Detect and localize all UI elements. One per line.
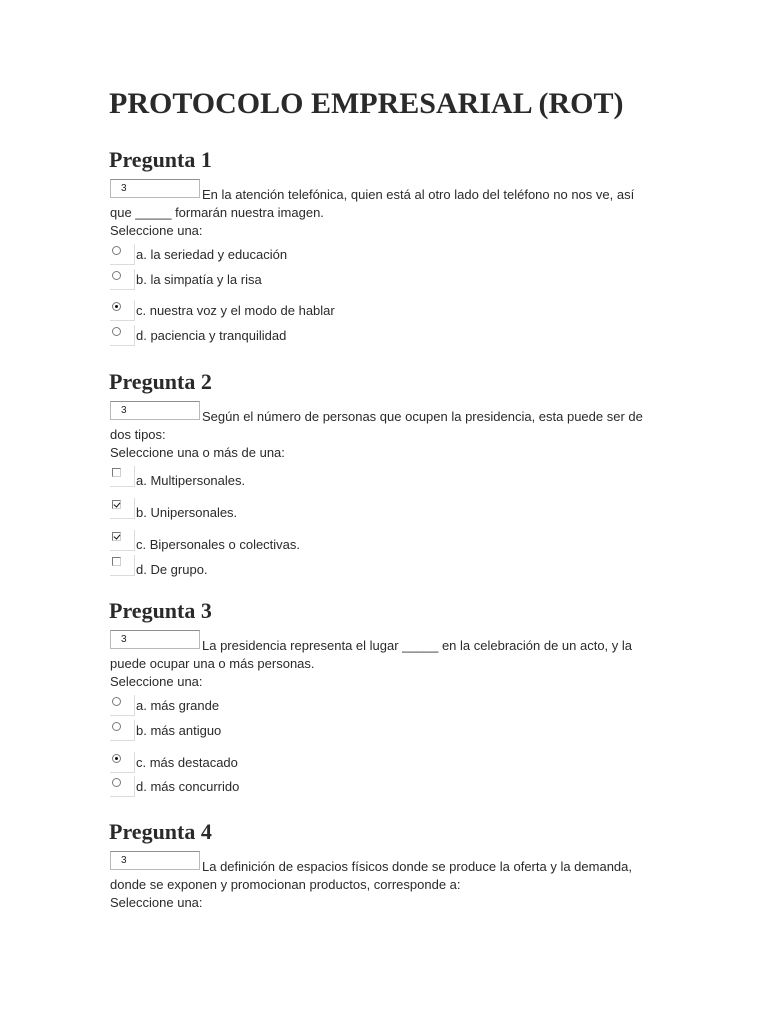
option-a[interactable] xyxy=(110,466,670,488)
question-text: La definición de espacios físicos donde se produce la oferta y la demanda, donde se exponen y promocionan productos, corresponde a: xyxy=(110,859,632,892)
option-label: b. más antiguo xyxy=(136,723,222,738)
option-label: c. más destacado xyxy=(136,755,238,770)
option-b[interactable] xyxy=(110,269,670,291)
option-c[interactable] xyxy=(110,300,670,322)
question-instruction: Seleccione una: xyxy=(110,895,203,910)
question-heading: Pregunta 3 xyxy=(109,598,212,623)
option-label: a. más grande xyxy=(136,698,220,713)
document-title: PROTOCOLO EMPRESARIAL (ROT) xyxy=(109,87,624,120)
radio-button-selected[interactable] xyxy=(112,754,121,763)
question-instruction: Seleccione una: xyxy=(110,223,203,238)
option-a[interactable] xyxy=(110,695,670,717)
option-label: c. Bipersonales o colectivas. xyxy=(136,537,301,552)
option-label: b. Unipersonales. xyxy=(136,505,238,520)
question-text: La presidencia representa el lugar _____ en la celebración de un acto, y la puede ocupar una o más personas. xyxy=(110,638,633,671)
question-heading: Pregunta 4 xyxy=(109,819,212,844)
option-b[interactable] xyxy=(110,720,670,742)
question-instruction: Seleccione una: xyxy=(110,674,203,689)
checkbox-checked[interactable] xyxy=(112,500,121,509)
option-label: c. nuestra voz y el modo de hablar xyxy=(136,303,335,318)
question-heading: Pregunta 2 xyxy=(109,369,212,394)
option-b[interactable] xyxy=(110,498,670,520)
option-d[interactable] xyxy=(110,776,670,798)
radio-button-selected[interactable] xyxy=(112,302,121,311)
score-field[interactable]: 3 xyxy=(110,851,200,870)
score-field[interactable]: 3 xyxy=(110,401,200,420)
option-label: d. paciencia y tranquilidad xyxy=(136,328,287,343)
radio-button[interactable] xyxy=(112,246,121,255)
question-text: En la atención telefónica, quien está al otro lado del teléfono no nos ve, así que _____ formarán nuestra imagen. xyxy=(110,187,635,220)
option-label: b. la simpatía y la risa xyxy=(136,272,262,287)
option-c[interactable] xyxy=(110,530,670,552)
radio-button[interactable] xyxy=(112,697,121,706)
option-label: d. De grupo. xyxy=(136,562,208,577)
option-a[interactable] xyxy=(110,244,670,266)
checkbox[interactable] xyxy=(112,468,121,477)
option-d[interactable] xyxy=(110,555,670,577)
option-label: a. la seriedad y educación xyxy=(136,247,288,262)
option-label: a. Multipersonales. xyxy=(136,473,246,488)
radio-button[interactable] xyxy=(112,722,121,731)
question-instruction: Seleccione una o más de una: xyxy=(110,445,285,460)
option-d[interactable] xyxy=(110,325,670,347)
score-field[interactable]: 3 xyxy=(110,630,200,649)
question-text: Según el número de personas que ocupen la presidencia, esta puede ser de dos tipos: xyxy=(110,409,643,442)
checkbox[interactable] xyxy=(112,557,121,566)
score-field[interactable]: 3 xyxy=(110,179,200,198)
radio-button[interactable] xyxy=(112,327,121,336)
question-heading: Pregunta 1 xyxy=(109,147,212,172)
option-label: d. más concurrido xyxy=(136,779,240,794)
radio-button[interactable] xyxy=(112,271,121,280)
radio-button[interactable] xyxy=(112,778,121,787)
option-c[interactable] xyxy=(110,752,670,774)
checkbox-checked[interactable] xyxy=(112,532,121,541)
